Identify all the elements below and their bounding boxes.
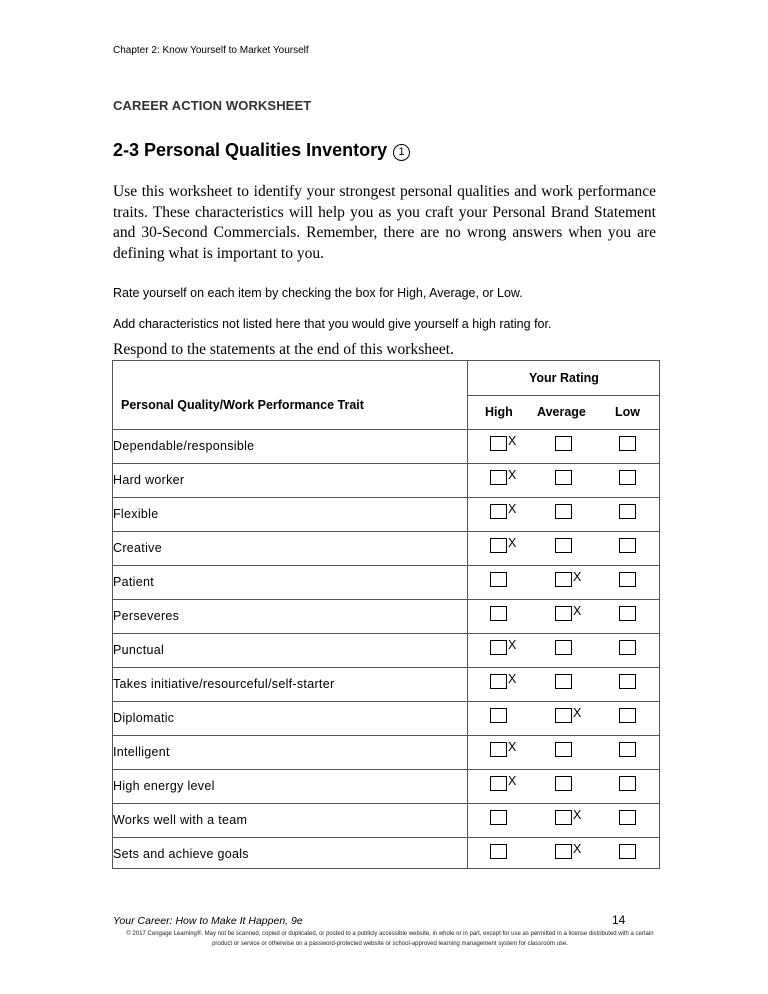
rating-mark: X <box>508 774 517 788</box>
rating-checkbox-low[interactable] <box>619 674 636 689</box>
rating-mark: X <box>508 740 517 754</box>
row-divider <box>113 735 659 736</box>
row-divider <box>113 497 659 498</box>
rating-mark: X <box>508 502 517 516</box>
average-header: Average <box>537 405 586 419</box>
trait-header: Personal Quality/Work Performance Trait <box>121 398 364 412</box>
title-text: 2-3 Personal Qualities Inventory <box>113 140 388 160</box>
rating-checkbox-high[interactable] <box>490 572 507 587</box>
rating-checkbox-low[interactable] <box>619 572 636 587</box>
trait-label: Creative <box>113 541 162 555</box>
row-divider <box>113 633 659 634</box>
rating-checkbox-low[interactable] <box>619 742 636 757</box>
rating-checkbox-low[interactable] <box>619 436 636 451</box>
rating-checkbox-high[interactable] <box>490 844 507 859</box>
copyright-notice: © 2017 Cengage Learning®. May not be scanned, copied or duplicated, or posted to a publicly accessible website, in whole or in part, except for use as permitted in a license distributed with a certain product or service or otherwise on a password-protected website or school-approved learning management system for classroom use. <box>126 931 654 947</box>
rating-checkbox-average[interactable] <box>555 776 572 791</box>
row-divider <box>113 667 659 668</box>
rating-checkbox-high[interactable] <box>490 742 507 757</box>
rating-mark: X <box>508 672 517 686</box>
page-title <box>113 140 410 161</box>
high-header: High <box>485 405 513 419</box>
row-divider <box>113 803 659 804</box>
rating-checkbox-low[interactable] <box>619 504 636 519</box>
rating-checkbox-high[interactable] <box>490 504 507 519</box>
rating-checkbox-average[interactable] <box>555 572 572 587</box>
rating-checkbox-average[interactable] <box>555 606 572 621</box>
trait-label: Intelligent <box>113 745 170 759</box>
rating-checkbox-average[interactable] <box>555 742 572 757</box>
rating-checkbox-average[interactable] <box>555 504 572 519</box>
rating-checkbox-low[interactable] <box>619 844 636 859</box>
trait-label: Dependable/responsible <box>113 439 255 453</box>
rating-checkbox-low[interactable] <box>619 606 636 621</box>
rating-checkbox-low[interactable] <box>619 640 636 655</box>
page-number: 14 <box>612 913 626 927</box>
intro-paragraph: Use this worksheet to identify your strongest personal qualities and work performance traits. These characteristics will help you as you craft your Personal Brand Statement and 30-Second Commercials. Remember, there are no wrong answers when you are defining what is important to you. <box>113 183 656 262</box>
trait-label: Hard worker <box>113 473 185 487</box>
rating-checkbox-high[interactable] <box>490 776 507 791</box>
rating-mark: X <box>573 842 582 856</box>
rating-checkbox-average[interactable] <box>555 470 572 485</box>
rating-mark: X <box>508 468 517 482</box>
worksheet-label: CAREER ACTION WORKSHEET <box>113 98 312 113</box>
rating-checkbox-high[interactable] <box>490 708 507 723</box>
row-divider <box>113 565 659 566</box>
rating-checkbox-average[interactable] <box>555 436 572 451</box>
trait-label: Sets and achieve goals <box>113 847 249 861</box>
rating-checkbox-low[interactable] <box>619 538 636 553</box>
header-bottom-divider <box>113 429 659 430</box>
trait-label: Takes initiative/resourceful/self-starter <box>113 677 335 691</box>
row-divider <box>113 599 659 600</box>
column-divider <box>467 361 468 868</box>
rating-checkbox-low[interactable] <box>619 470 636 485</box>
trait-label: Perseveres <box>113 609 180 623</box>
your-rating-header: Your Rating <box>529 371 599 385</box>
row-divider <box>113 701 659 702</box>
rating-checkbox-average[interactable] <box>555 640 572 655</box>
rating-mark: X <box>508 638 517 652</box>
rating-table <box>112 360 660 869</box>
rating-checkbox-low[interactable] <box>619 776 636 791</box>
rating-mark: X <box>508 434 517 448</box>
rating-checkbox-low[interactable] <box>619 810 636 825</box>
trait-label: Patient <box>113 575 155 589</box>
rating-checkbox-high[interactable] <box>490 810 507 825</box>
trait-label: High energy level <box>113 779 215 793</box>
row-divider <box>113 769 659 770</box>
rate-instruction: Rate yourself on each item by checking the box for High, Average, or Low. <box>113 286 523 300</box>
rating-checkbox-average[interactable] <box>555 674 572 689</box>
rating-checkbox-high[interactable] <box>490 674 507 689</box>
respond-instruction: Respond to the statements at the end of this worksheet. <box>113 341 454 358</box>
row-divider <box>113 531 659 532</box>
rating-checkbox-average[interactable] <box>555 810 572 825</box>
row-divider <box>113 837 659 838</box>
rating-checkbox-high[interactable] <box>490 640 507 655</box>
low-header: Low <box>615 405 640 419</box>
rating-mark: X <box>573 570 582 584</box>
circled-one-icon: 1 <box>393 144 410 161</box>
rating-checkbox-high[interactable] <box>490 606 507 621</box>
rating-checkbox-average[interactable] <box>555 538 572 553</box>
trait-label: Diplomatic <box>113 711 175 725</box>
footer-book-title: Your Career: How to Make It Happen, 9e <box>113 915 303 927</box>
rating-checkbox-high[interactable] <box>490 436 507 451</box>
rating-checkbox-average[interactable] <box>555 708 572 723</box>
add-instruction: Add characteristics not listed here that you would give yourself a high rating for. <box>113 317 552 331</box>
header-divider <box>467 395 659 396</box>
rating-checkbox-low[interactable] <box>619 708 636 723</box>
rating-checkbox-high[interactable] <box>490 470 507 485</box>
trait-label: Flexible <box>113 507 159 521</box>
row-divider <box>113 463 659 464</box>
rating-checkbox-high[interactable] <box>490 538 507 553</box>
rating-mark: X <box>573 604 582 618</box>
trait-label: Punctual <box>113 643 165 657</box>
rating-mark: X <box>573 706 582 720</box>
chapter-header: Chapter 2: Know Yourself to Market Yourself <box>113 45 309 56</box>
trait-label: Works well with a team <box>113 813 248 827</box>
rating-checkbox-average[interactable] <box>555 844 572 859</box>
rating-mark: X <box>573 808 582 822</box>
rating-mark: X <box>508 536 517 550</box>
